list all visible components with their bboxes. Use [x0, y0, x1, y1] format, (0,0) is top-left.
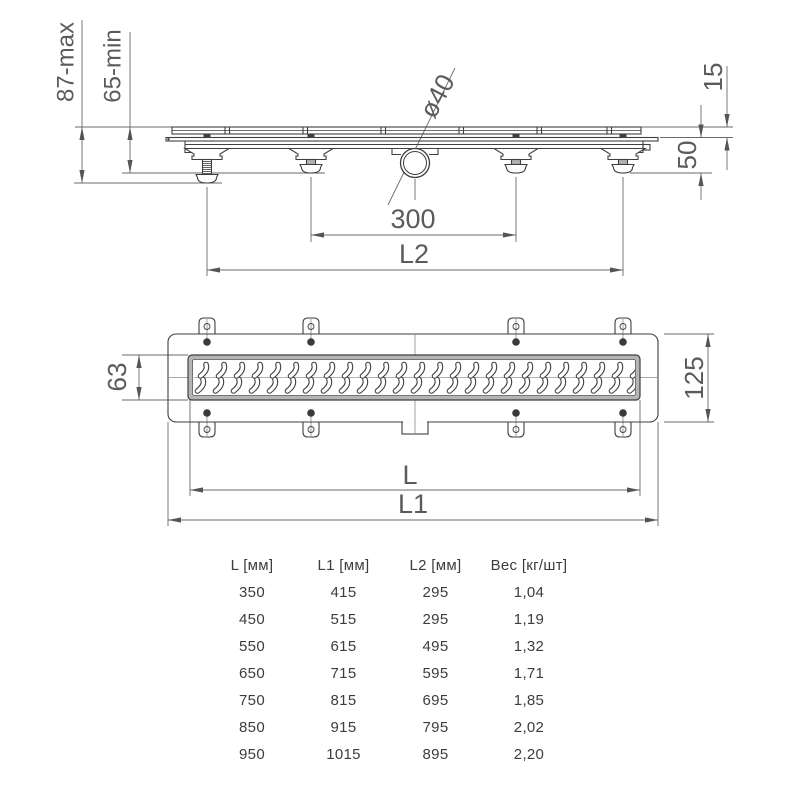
- plan-view-body: [168, 318, 658, 437]
- dim-label-foot-spacing: 300: [390, 204, 436, 234]
- spec-cell: 1,32: [513, 638, 545, 655]
- spec-header-l2: L2 [мм]: [409, 557, 462, 574]
- spec-cell: 815: [330, 692, 357, 709]
- spec-header-wes: Вес [кг/шт]: [490, 557, 568, 574]
- dim-label-grate-edge: 15: [698, 62, 728, 92]
- spec-cell: 350: [239, 584, 265, 601]
- spec-table: [206, 552, 576, 768]
- spec-cell: 950: [239, 746, 265, 763]
- spec-header-l: L [мм]: [230, 557, 274, 574]
- plan-view-drawing: [102, 318, 714, 526]
- dim-label-flange-width: 125: [679, 356, 709, 400]
- spec-cell: 795: [422, 719, 449, 736]
- spec-cell: 1,71: [513, 665, 545, 682]
- spec-cell: 595: [422, 665, 449, 682]
- dim-label-grate-length: L: [402, 460, 418, 490]
- spec-cell: 850: [239, 719, 265, 736]
- spec-header-l1: L1 [мм]: [317, 557, 370, 574]
- spec-cell: 695: [422, 692, 449, 709]
- spec-cell: 2,20: [513, 746, 545, 763]
- spec-cell: 2,02: [513, 719, 545, 736]
- spec-cell: 1,85: [513, 692, 545, 709]
- dim-label-height-min: 65-min: [99, 29, 127, 103]
- dim-label-grate-width: 63: [102, 362, 132, 392]
- dim-label-outlet-diameter: ø40: [413, 69, 461, 123]
- spec-cell: 1015: [326, 746, 361, 763]
- spec-cell: 295: [422, 584, 449, 601]
- spec-cell: 1,19: [513, 611, 545, 628]
- spec-cell: 495: [422, 638, 449, 655]
- spec-cell: 450: [239, 611, 265, 628]
- spec-cell: 550: [239, 638, 265, 655]
- spec-cell: 415: [330, 584, 357, 601]
- dim-label-foot-span: L2: [398, 239, 430, 269]
- spec-cell: 715: [330, 665, 357, 682]
- spec-cell: 750: [239, 692, 265, 709]
- dim-label-height-max: 87-max: [52, 21, 80, 103]
- spec-cell: 615: [330, 638, 357, 655]
- side-view-body: [166, 127, 658, 183]
- spec-cell: 895: [422, 746, 449, 763]
- spec-cell: 1,04: [513, 584, 545, 601]
- spec-cell: 295: [422, 611, 449, 628]
- dim-label-body-height: 50: [672, 140, 702, 170]
- side-view-drawing: [53, 20, 734, 276]
- spec-cell: 915: [330, 719, 357, 736]
- spec-cell: 515: [330, 611, 357, 628]
- dim-label-total-length: L1: [397, 489, 429, 519]
- spec-cell: 650: [239, 665, 265, 682]
